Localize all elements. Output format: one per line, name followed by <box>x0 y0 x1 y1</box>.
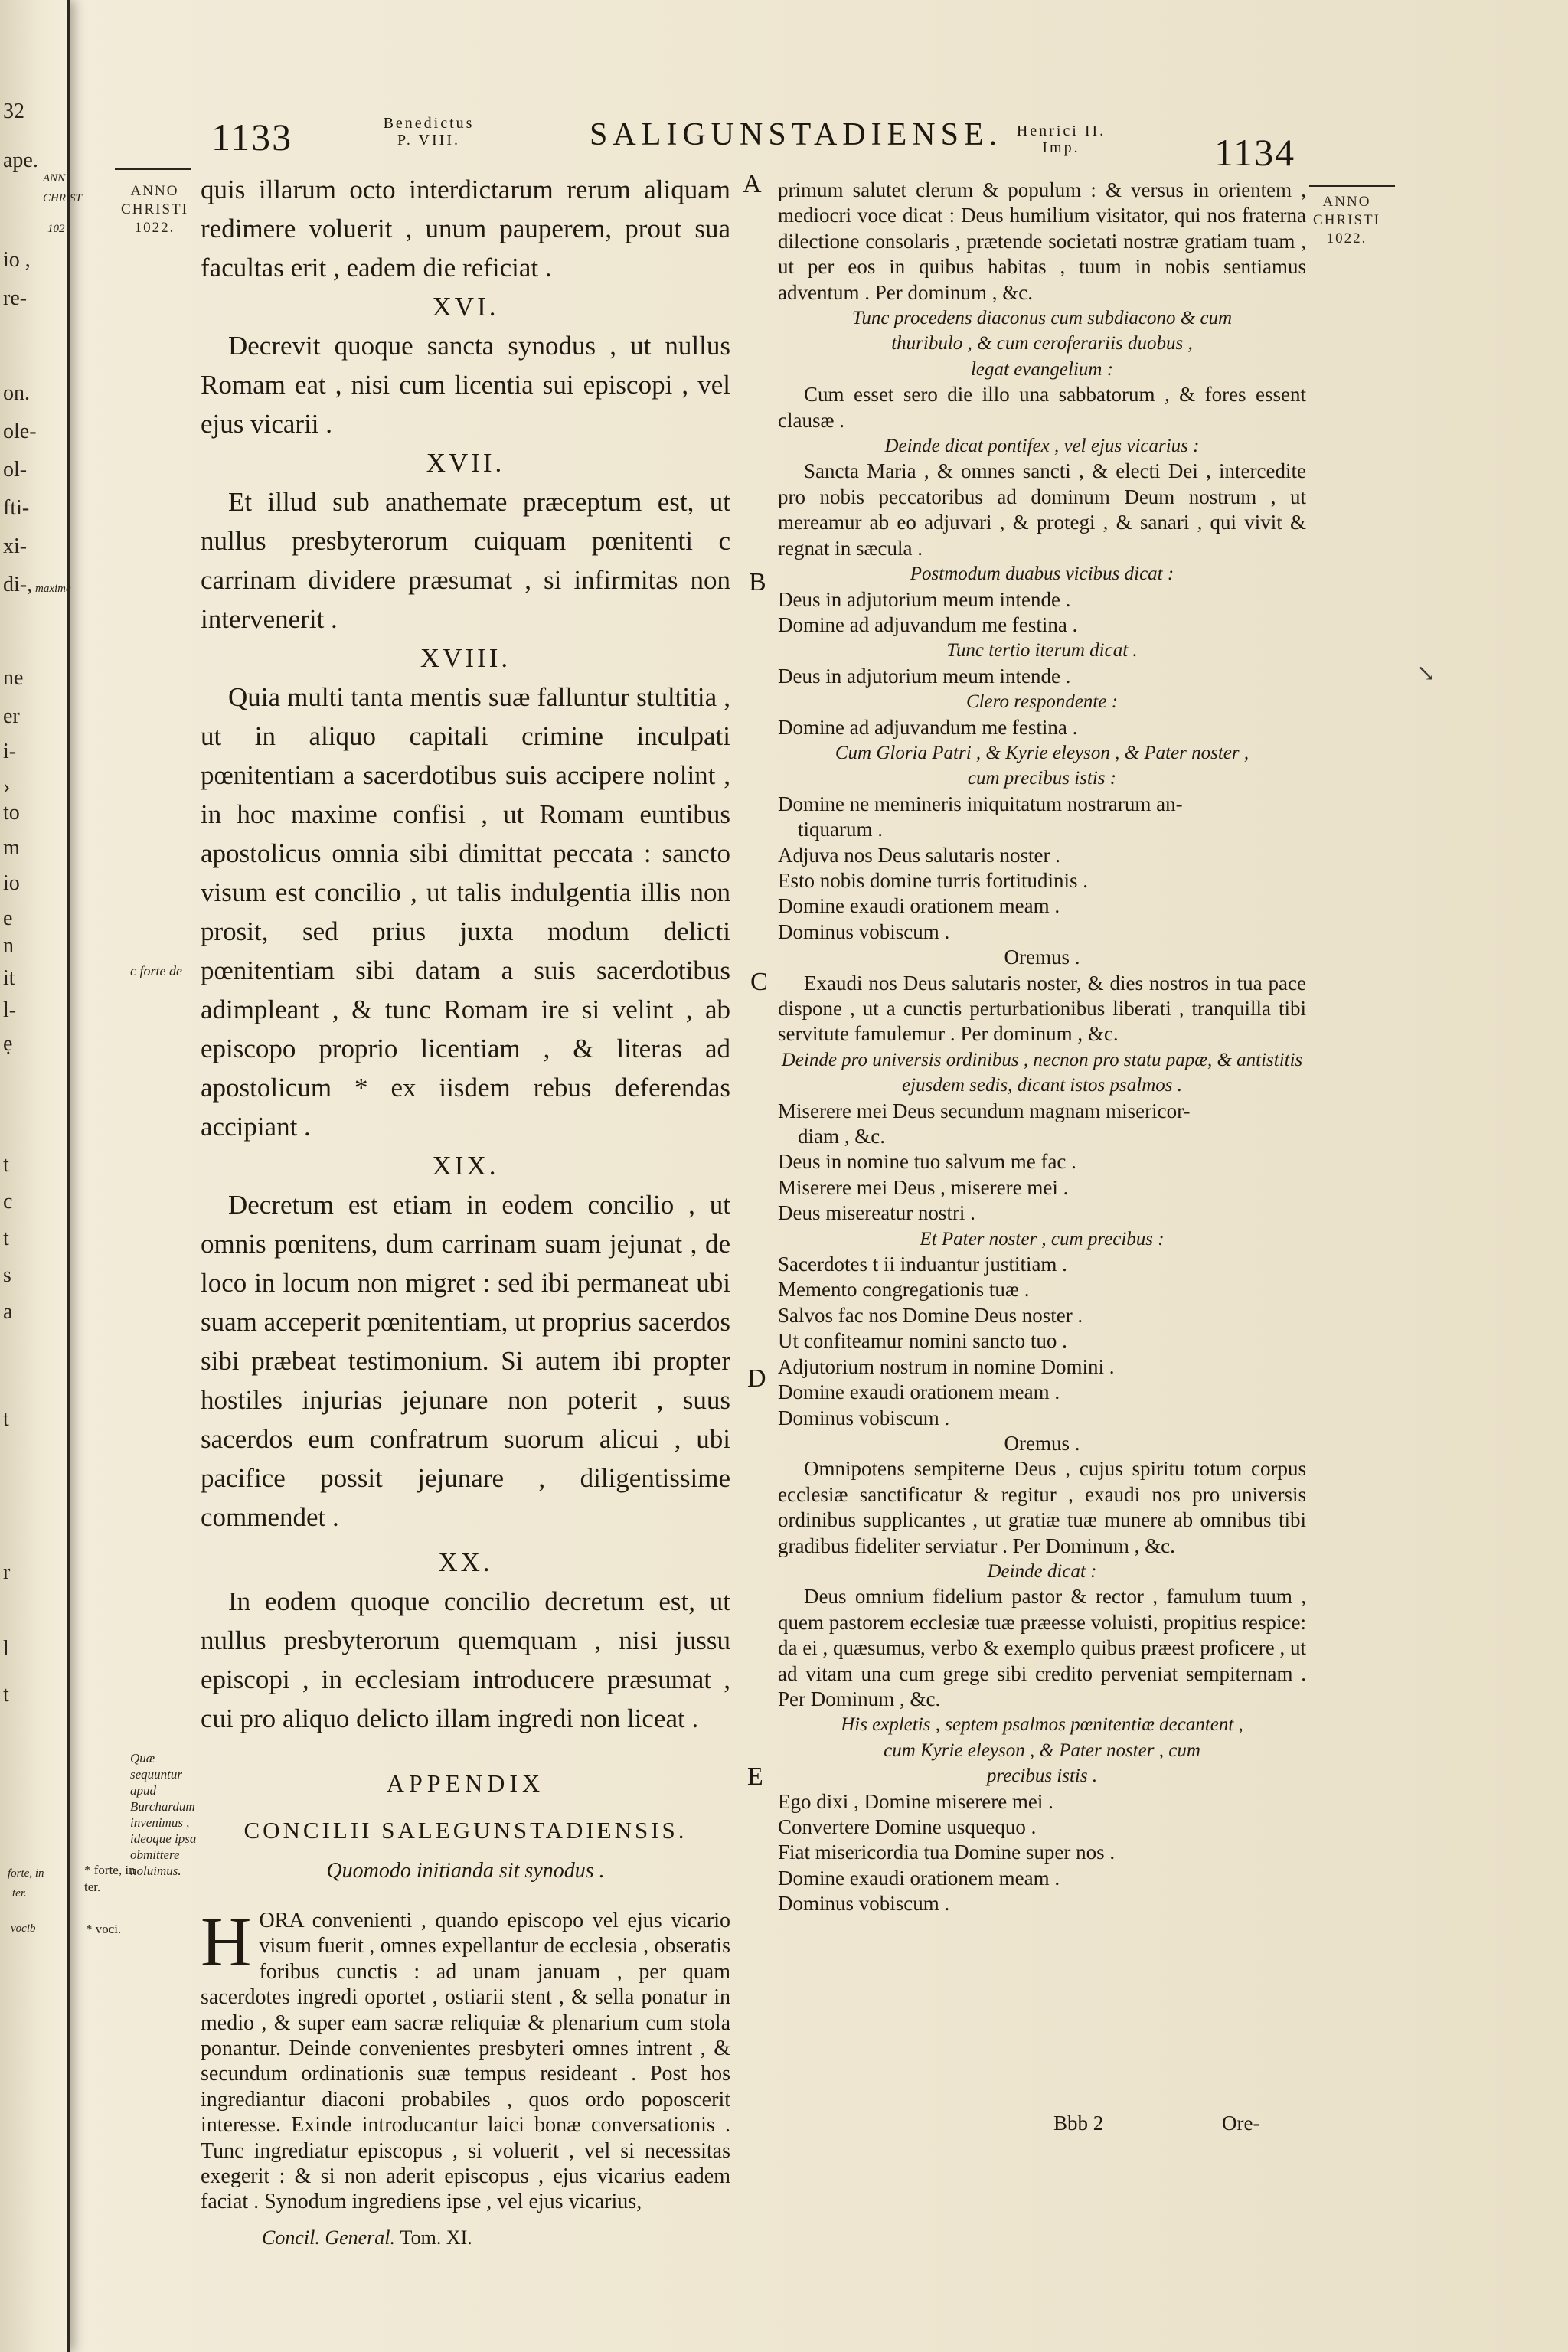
footer-concil: Concil. General. <box>262 2226 396 2249</box>
paragraph-xviii: Quia multi tanta mentis suæ falluntur stultitia , ut in aliquo capitali crimine inculpati pœnitentiam a sacerdotibus suis accipere nolint , in hoc maxime confisi , ut Romam euntibus apostolicus omnia sibi dimittat peccata : sancto visum est concilio , ut talis indulgentia illis non prosit, sed prius juxta modum delicti pœnitentiam sibi datam a suis sacerdotibus adimpleant , & tunc Romam ire si velint , ab episcopo proprio licentiam , & literas ad apostolicum * ex iisdem rebus deferendas accipiant . <box>201 682 730 1142</box>
prev-fragment: it <box>3 966 15 990</box>
prev-fragment: e <box>3 906 13 930</box>
prev-fragment: er <box>3 704 20 728</box>
section-heading-xx: XX. <box>438 1547 493 1577</box>
paragraph-sancta-maria: Sancta Maria , & omnes sancti , & electi Dei , intercedite pro nobis peccatoribus ad dominum Deum nostrum , ut mereamur ab eo adjuvari , & protegi , & sanari , qui vivit & regnat in sæcula . <box>778 459 1306 560</box>
prev-fragment: 32 <box>3 100 24 123</box>
footer-tome: Tom. XI. <box>400 2226 472 2249</box>
previous-page-edge <box>0 0 82 2352</box>
header-emperor-name <box>985 122 1138 156</box>
rubric: cum Kyrie eleyson , & Pater noster , cum <box>884 1740 1200 1761</box>
header-emperor-line-2: Imp. <box>1042 139 1080 156</box>
rubric: Deinde dicat pontifex , vel ejus vicarius : <box>884 436 1200 457</box>
margin-note-voci: * voci. <box>86 1922 122 1936</box>
margin-note-forte-in: * forte, in ter. <box>84 1863 136 1894</box>
appendix-subheading: CONCILII SALEGUNSTADIENSIS. <box>243 1817 688 1844</box>
prev-fragment: n <box>3 934 14 958</box>
prev-fragment: c <box>3 1190 13 1214</box>
prev-fragment: l <box>3 1637 9 1661</box>
prev-fragment: di-, <box>3 573 33 596</box>
year-label: 1022. <box>1326 230 1367 247</box>
versicle: Dominus vobiscum . <box>778 1406 950 1429</box>
prev-note: ter. <box>12 1887 27 1900</box>
paragraph-xx: In eodem quoque concilio decretum est, ut nullus presbyterorum quemquam , nisi jussu episcopi , in ecclesiam introducere præsumat , cui pro aliquo delicto illam ingredi non liceat . <box>201 1586 730 1733</box>
section-heading-xvii: XVII. <box>426 448 505 478</box>
paragraph-intro: quis illarum octo interdictarum rerum aliquam redimere voluerit , unum pauperem, prout sua facultas erit , eadem die reficiat . <box>201 175 730 283</box>
prev-fragment: ape. <box>3 149 38 172</box>
prev-fragment: r <box>3 1560 11 1584</box>
paragraph-deus-omnium: Deus omnium fidelium pastor & rector , famulum tuum , quem pastorem ecclesiæ tuæ præesse voluisti, propitius respice: da ei , quæsumus, verbo & exemplo quibus præest proficere , ut ad vitam una cum grege sibi credito perveniat sempiternam . Per Dominum , &c. <box>778 1585 1306 1710</box>
appendix-caption: Quomodo initianda sit synodus . <box>326 1859 605 1883</box>
rubric: Cum Gloria Patri , & Kyrie eleyson , & Pater noster , <box>835 742 1250 763</box>
rubric: Deinde pro universis ordinibus , necnon pro statu papæ, & antistitis ejusdem sedis, dicant istos psalmos . <box>781 1049 1303 1096</box>
prev-note: maxime <box>35 583 71 595</box>
paragraph-exaudi: Exaudi nos Deus salutaris noster, & dies nostros in tua pace dispone , ut a cunctis perturbationibus liberati , tranquilla tibi servitute famulemur . Per dominum , &c. <box>778 971 1306 1046</box>
column-number-left: 1133 <box>211 116 293 158</box>
rubric: Postmodum duabus vicibus dicat : <box>910 564 1174 585</box>
versicle: Domine ad adjuvandum me festina . <box>778 612 1078 636</box>
versicle: Deus in adjutorium meum intende . <box>778 664 1071 688</box>
psalm-line: Deus misereatur nostri . <box>778 1201 975 1225</box>
rubric: Tunc tertio iterum dicat . <box>946 640 1138 662</box>
header-pope-line-2: P. VIII. <box>397 132 460 149</box>
versicle: Dominus vobiscum . <box>778 920 950 943</box>
rubric: Clero respondente : <box>965 691 1119 713</box>
catchword: Ore- <box>1222 2112 1260 2135</box>
versicle: Fiat misericordia tua Domine super nos . <box>778 1841 1116 1864</box>
section-letter-e: E <box>747 1762 763 1791</box>
prev-note: vocib <box>11 1922 36 1935</box>
versicle: Ut confiteamur nomini sancto tuo . <box>778 1329 1067 1353</box>
appendix-heading: APPENDIX <box>386 1769 545 1797</box>
prev-fragment: re- <box>3 286 28 310</box>
prev-note: forte, in <box>8 1867 44 1880</box>
prev-note: CHRIST <box>43 192 82 204</box>
versicle: Domine ne memineris iniquitatum nostrarum an- <box>778 792 1183 815</box>
versicle: Deus in adjutorium meum intende . <box>778 587 1071 611</box>
prev-fragment: › <box>3 775 11 799</box>
versicle: Domine exaudi orationem meam . <box>778 1866 1060 1890</box>
header-pope-name <box>352 115 505 149</box>
margin-note-forte-de: c forte de <box>130 963 182 978</box>
header-emperor-line-1: Henrici II. <box>1016 122 1106 139</box>
paragraph-omnipotens: Omnipotens sempiterne Deus , cujus spiritu totum corpus ecclesiæ sanctificatur & regitur , exaudi nos pro universis ordinibus supplicantes , ut gratiæ tuæ munere ab omnibus tibi gradibus fideliter serviatur . Per Dominum , &c. <box>778 1457 1306 1557</box>
margin-anno-right <box>1298 193 1395 248</box>
prev-fragment: t <box>3 1153 9 1177</box>
rubric: thuribulo , & cum ceroferariis duobus , <box>891 333 1193 354</box>
margin-note-quae-sequuntur: Quæ sequuntur apud Burchardum invenimus , ideoque ipsa obmittere noluimus. <box>130 1751 197 1878</box>
prev-fragment: io <box>3 871 20 895</box>
versicle: Domine exaudi orationem meam . <box>778 1380 1060 1404</box>
section-letter-c: C <box>750 968 768 996</box>
prev-fragment: a <box>3 1300 13 1324</box>
anno-label: ANNO <box>130 183 179 199</box>
versicle: Adjutorium nostrum in nomine Domini . <box>778 1354 1115 1378</box>
rubric: legat evangelium : <box>970 358 1114 380</box>
versicle: Memento congregationis tuæ . <box>778 1278 1030 1302</box>
paragraph-xvii: Et illud sub anathemate præceptum est, ut nullus presbyterorum cuiquam pœnitenti c carrinam dividere præsumat , si infirmitas non intervenerit . <box>201 487 730 634</box>
margin-anno-left <box>112 182 198 237</box>
versicle: Domine ad adjuvandum me festina . <box>778 715 1078 739</box>
paragraph-hora <box>201 1903 730 2215</box>
prev-fragment: t <box>3 1407 9 1431</box>
paragraph-xix: Decretum est etiam in eodem concilio , ut omnis pœnitens, dum carrinam suam jejunat , de loco in locum non migret : sed ibi permaneat ubi suam acceperit pœnitentiam, ut proprius sacerdos sibi præbeat testimonium. Si autem ibi propter hostiles injurias jejunare non poterit , suus sacerdos eum confratrum suorum alicui , ubi pacifice possit jejunare , diligentissime commendet . <box>201 1190 731 1532</box>
section-heading-xix: XIX. <box>432 1151 499 1181</box>
psalm-line: Deus in nomine tuo salvum me fac . <box>778 1150 1076 1174</box>
versicle: Dominus vobiscum . <box>778 1892 950 1916</box>
versicle: Sacerdotes t ii induantur justitiam . <box>778 1253 1067 1276</box>
rubric: cum precibus istis : <box>967 768 1117 789</box>
prev-fragment: fti- <box>3 496 30 520</box>
hora-text: ORA convenienti , quando episcopo vel ejus vicario visum fuerit , omnes expellantur de ecclesia , obseratis foribus cunctis : ad unam januam , per quam sacerdotes ingredi oportet , ostiarii stent , & sella ponatur in medio , & super eam sacræ reliquiæ & plenarium cum stola ponantur. Deinde convenientes presbyteri omnes intrent , & secundum ordinationis suæ tempus resideant . Post hos ingrediantur diaconi probabiles , quos ordo poposcerit interesse. Exinde introducantur laici bonæ conversationis . Tunc ingrediatur episcopus , si voluerit , vel si necessitas exegerit : & si non aderit episcopus , ejus vicarius eadem faciat . Synodum ingrediens ipse , vel ejus vicarius, <box>201 1909 730 2214</box>
rubric: Et Pater noster , cum precibus : <box>920 1228 1165 1250</box>
prev-fragment: ole- <box>3 420 37 443</box>
prev-note: ANN <box>43 172 66 185</box>
anno-rule-left <box>115 168 191 170</box>
prev-fragment: ne <box>3 666 24 690</box>
drop-cap: H <box>201 1903 252 1981</box>
prev-fragment: on. <box>3 381 30 405</box>
psalm-line-continued: diam , &c. <box>798 1125 885 1148</box>
prev-fragment: t <box>3 1227 9 1250</box>
rubric: His expletis , septem psalmos pœnitentiæ decantent , <box>841 1714 1243 1736</box>
versicle-continued: tiquarum . <box>798 818 883 841</box>
psalm-line: Miserere mei Deus , miserere mei . <box>778 1175 1069 1199</box>
running-title: SALIGUNSTADIENSE. <box>590 117 1003 152</box>
section-letter-a: A <box>743 170 762 198</box>
prev-fragment: io , <box>3 248 31 272</box>
right-column <box>778 178 1306 1917</box>
oremus-heading: Oremus . <box>1004 1431 1080 1455</box>
section-letter-b: B <box>749 568 766 596</box>
paragraph-salutet: primum salutet clerum & populum : & versus in orientem , mediocri voce dicat : Deus humilium visitator, qui nos fraterna dilectione consolaris , prætende societati nostræ gratiam tuam , ut per eos in quibus habitas , tuum in nobis sentiamus adventum . Per dominum , &c. <box>778 178 1306 304</box>
footer-reference <box>201 2218 730 2257</box>
versicle: Domine exaudi orationem meam . <box>778 894 1060 918</box>
pencil-mark: ↘ <box>1416 661 1436 686</box>
oremus-heading: Oremus . <box>1004 946 1080 969</box>
rubric: Deinde dicat : <box>987 1560 1097 1582</box>
rubric: Tunc procedens diaconus cum subdiacono & cum <box>851 308 1233 329</box>
section-letter-d: D <box>747 1364 766 1393</box>
signature-mark: Bbb 2 <box>1054 2112 1104 2135</box>
prev-fragment: to <box>3 801 20 825</box>
prev-fragment: t <box>3 1683 9 1707</box>
section-heading-xvi: XVI. <box>432 292 499 322</box>
prev-note: 102 <box>47 223 65 235</box>
psalm-line: Miserere mei Deus secundum magnam misericor- <box>778 1099 1191 1122</box>
prev-fragment: s <box>3 1263 11 1287</box>
column-number-right: 1134 <box>1214 131 1296 174</box>
prev-fragment: ẹ <box>3 1032 13 1056</box>
versicle: Convertere Domine usquequo . <box>778 1815 1037 1838</box>
prev-fragment: l- <box>3 998 17 1022</box>
paragraph-xvi: Decrevit quoque sancta synodus , ut nullus Romam eat , nisi cum licentia sui episcopi , vel ejus vicarii . <box>201 331 730 439</box>
versicle: Esto nobis domine turris fortitudinis . <box>778 868 1088 892</box>
anno-label: ANNO <box>1322 194 1371 210</box>
paragraph-cum-esset: Cum esset sero die illo una sabbatorum , & fores essent clausæ . <box>778 383 1306 432</box>
year-label: 1022. <box>134 220 175 236</box>
rubric: precibus istis . <box>986 1766 1098 1787</box>
prev-fragment: i- <box>3 740 17 763</box>
anno-rule-right <box>1309 185 1395 187</box>
christi-label: CHRISTI <box>1313 212 1380 228</box>
header-pope-line-1: Benedictus <box>383 115 475 132</box>
versicle: Salvos fac nos Domine Deus noster . <box>778 1303 1083 1327</box>
prev-fragment: ol- <box>3 458 28 482</box>
versicle: Adjuva nos Deus salutaris noster . <box>778 843 1060 867</box>
christi-label: CHRISTI <box>121 201 188 217</box>
prev-fragment: xi- <box>3 534 28 558</box>
section-heading-xviii: XVIII. <box>420 643 511 673</box>
left-column <box>201 170 730 2257</box>
prev-fragment: m <box>3 836 20 860</box>
versicle: Ego dixi , Domine miserere mei . <box>778 1789 1054 1813</box>
